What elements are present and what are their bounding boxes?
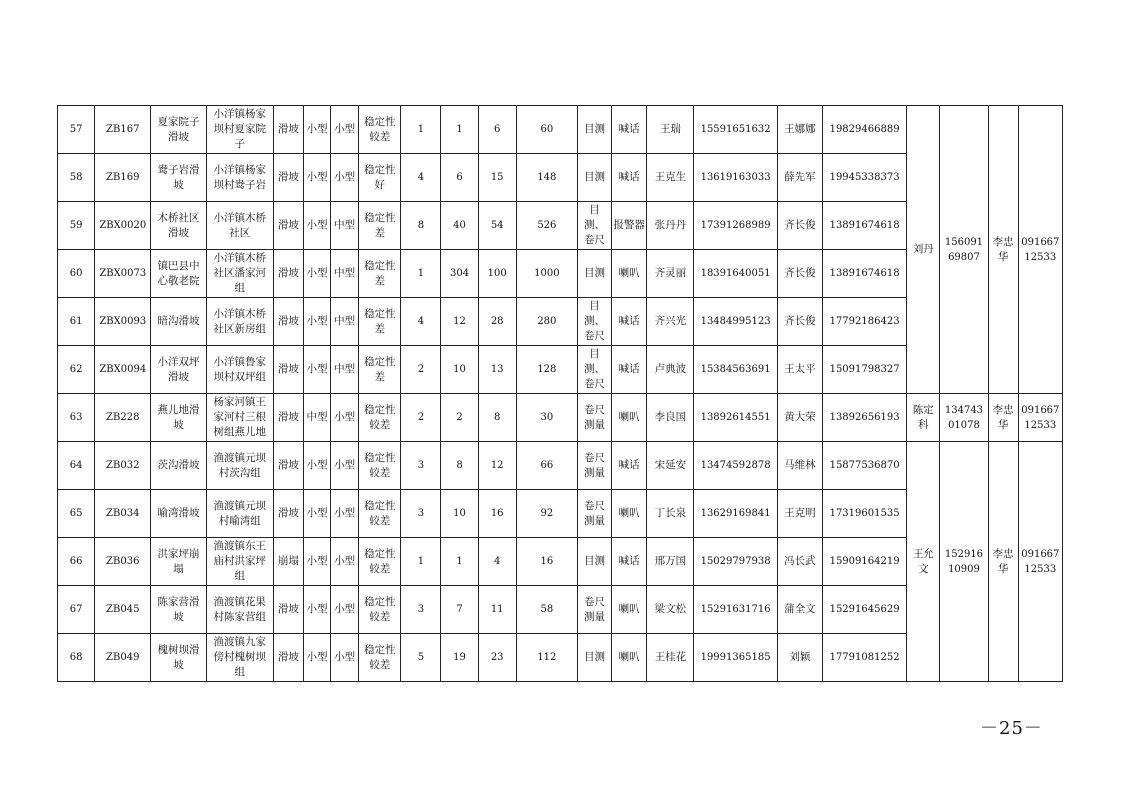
technician-phone: 09166712533 xyxy=(1018,442,1062,682)
duty-phone: 15291645629 xyxy=(822,586,906,634)
monitor-method: 目测、卷尺 xyxy=(577,346,611,394)
table-row xyxy=(58,442,1063,490)
property-value: 66 xyxy=(516,442,577,490)
people-count: 10 xyxy=(441,346,478,394)
monitor-method: 目测、卷尺 xyxy=(577,202,611,250)
monitor-person: 王桂花 xyxy=(647,634,694,682)
hazard-location: 小洋镇木桥社区新房组 xyxy=(206,298,273,346)
people-count: 6 xyxy=(441,154,478,202)
hazard-type: 滑坡 xyxy=(273,634,303,682)
houses-count: 15 xyxy=(478,154,516,202)
hazard-scale: 小型 xyxy=(303,154,330,202)
people-count: 8 xyxy=(441,442,478,490)
technician: 李忠华 xyxy=(988,442,1018,682)
households-count: 5 xyxy=(401,634,441,682)
hazard-code: ZBX0094 xyxy=(95,346,151,394)
duty-phone: 15091798327 xyxy=(822,346,906,394)
hazard-code: ZBX0020 xyxy=(95,202,151,250)
people-count: 304 xyxy=(441,250,478,298)
hazard-code: ZB045 xyxy=(95,586,151,634)
hazard-name: 喻湾滑坡 xyxy=(151,490,206,538)
alarm-method: 喊话 xyxy=(612,442,647,490)
risk-level: 中型 xyxy=(331,346,359,394)
monitor-person: 丁长泉 xyxy=(647,490,694,538)
row-number: 66 xyxy=(58,538,95,586)
hazard-location: 小洋镇木桥社区潘家河组 xyxy=(206,250,273,298)
houses-count: 100 xyxy=(478,250,516,298)
duty-person: 王克明 xyxy=(777,490,822,538)
duty-person: 王娜娜 xyxy=(777,106,822,154)
monitor-person: 齐灵丽 xyxy=(647,250,694,298)
households-count: 1 xyxy=(401,538,441,586)
houses-count: 13 xyxy=(478,346,516,394)
households-count: 8 xyxy=(401,202,441,250)
property-value: 30 xyxy=(516,394,577,442)
alarm-method: 喇叭 xyxy=(612,490,647,538)
hazard-name: 燕儿地滑坡 xyxy=(151,394,206,442)
people-count: 19 xyxy=(441,634,478,682)
hazard-name: 陈家营滑坡 xyxy=(151,586,206,634)
houses-count: 54 xyxy=(478,202,516,250)
duty-person: 刘颖 xyxy=(777,634,822,682)
households-count: 2 xyxy=(401,346,441,394)
table-row xyxy=(58,106,1063,154)
group-leader: 刘丹 xyxy=(907,106,940,394)
monitor-phone: 13484995123 xyxy=(694,298,777,346)
risk-level: 小型 xyxy=(331,634,359,682)
hazard-scale: 小型 xyxy=(303,490,330,538)
monitor-phone: 18391640051 xyxy=(694,250,777,298)
monitor-phone: 13474592878 xyxy=(694,442,777,490)
hazard-location: 渔渡镇东王庙村洪家坪组 xyxy=(206,538,273,586)
monitor-phone: 15029797938 xyxy=(694,538,777,586)
hazard-name: 鸯子岩滑坡 xyxy=(151,154,206,202)
technician: 李忠华 xyxy=(988,106,1018,394)
property-value: 1000 xyxy=(516,250,577,298)
duty-phone: 19829466889 xyxy=(822,106,906,154)
technician-phone: 09166712533 xyxy=(1018,394,1062,442)
duty-person: 齐长俊 xyxy=(777,202,822,250)
alarm-method: 喇叭 xyxy=(612,394,647,442)
houses-count: 11 xyxy=(478,586,516,634)
hazard-code: ZBX0073 xyxy=(95,250,151,298)
group-leader: 王允文 xyxy=(907,442,940,682)
group-leader-phone: 15291610909 xyxy=(940,442,988,682)
property-value: 128 xyxy=(516,346,577,394)
monitor-method: 卷尺测量 xyxy=(577,442,611,490)
hazard-name: 茨沟滑坡 xyxy=(151,442,206,490)
hazard-scale: 小型 xyxy=(303,442,330,490)
risk-level: 小型 xyxy=(331,538,359,586)
alarm-method: 喊话 xyxy=(612,538,647,586)
stability-status: 稳定性差 xyxy=(359,298,401,346)
hazard-location: 小洋镇木桥社区 xyxy=(206,202,273,250)
alarm-method: 喇叭 xyxy=(612,250,647,298)
duty-phone: 13892656193 xyxy=(822,394,906,442)
page-number: －25－ xyxy=(980,718,1043,739)
monitor-method: 目测 xyxy=(577,538,611,586)
monitor-method: 目测 xyxy=(577,250,611,298)
alarm-method: 喊话 xyxy=(612,106,647,154)
hazard-code: ZBX0093 xyxy=(95,298,151,346)
people-count: 10 xyxy=(441,490,478,538)
row-number: 60 xyxy=(58,250,95,298)
hazard-type: 崩塌 xyxy=(273,538,303,586)
stability-status: 稳定性差 xyxy=(359,250,401,298)
risk-level: 小型 xyxy=(331,442,359,490)
table-body xyxy=(58,106,1063,682)
table-row xyxy=(58,394,1063,442)
monitor-method: 目测 xyxy=(577,154,611,202)
duty-person: 黄大荣 xyxy=(777,394,822,442)
hazard-scale: 小型 xyxy=(303,106,330,154)
row-number: 64 xyxy=(58,442,95,490)
alarm-method: 报警器 xyxy=(612,202,647,250)
stability-status: 稳定性差 xyxy=(359,202,401,250)
duty-person: 齐长俊 xyxy=(777,298,822,346)
duty-phone: 17792186423 xyxy=(822,298,906,346)
risk-level: 小型 xyxy=(331,106,359,154)
group-leader-phone: 13474301078 xyxy=(940,394,988,442)
households-count: 2 xyxy=(401,394,441,442)
hazard-location: 渔渡镇元坝村喻湾组 xyxy=(206,490,273,538)
hazard-code: ZB049 xyxy=(95,634,151,682)
houses-count: 28 xyxy=(478,298,516,346)
monitor-method: 目测 xyxy=(577,106,611,154)
monitor-person: 梁文松 xyxy=(647,586,694,634)
hazard-type: 滑坡 xyxy=(273,586,303,634)
hazard-scale: 小型 xyxy=(303,634,330,682)
stability-status: 稳定性较差 xyxy=(359,634,401,682)
hazard-code: ZB036 xyxy=(95,538,151,586)
alarm-method: 喊话 xyxy=(612,154,647,202)
monitor-person: 齐兴光 xyxy=(647,298,694,346)
monitor-method: 卷尺测量 xyxy=(577,586,611,634)
property-value: 92 xyxy=(516,490,577,538)
houses-count: 16 xyxy=(478,490,516,538)
monitor-phone: 19991365185 xyxy=(694,634,777,682)
row-number: 59 xyxy=(58,202,95,250)
risk-level: 小型 xyxy=(331,586,359,634)
monitor-person: 王克生 xyxy=(647,154,694,202)
stability-status: 稳定性较差 xyxy=(359,106,401,154)
property-value: 526 xyxy=(516,202,577,250)
people-count: 2 xyxy=(441,394,478,442)
duty-phone: 17791081252 xyxy=(822,634,906,682)
risk-level: 中型 xyxy=(331,298,359,346)
duty-person: 马维林 xyxy=(777,442,822,490)
risk-level: 小型 xyxy=(331,394,359,442)
row-number: 67 xyxy=(58,586,95,634)
duty-person: 冯长武 xyxy=(777,538,822,586)
row-number: 68 xyxy=(58,634,95,682)
households-count: 3 xyxy=(401,442,441,490)
houses-count: 23 xyxy=(478,634,516,682)
hazard-code: ZB169 xyxy=(95,154,151,202)
property-value: 148 xyxy=(516,154,577,202)
stability-status: 稳定性较差 xyxy=(359,586,401,634)
duty-person: 齐长俊 xyxy=(777,250,822,298)
hazard-type: 滑坡 xyxy=(273,298,303,346)
duty-phone: 13891674618 xyxy=(822,250,906,298)
property-value: 280 xyxy=(516,298,577,346)
technician-phone: 09166712533 xyxy=(1018,106,1062,394)
duty-person: 王太平 xyxy=(777,346,822,394)
people-count: 1 xyxy=(441,106,478,154)
hazard-code: ZB032 xyxy=(95,442,151,490)
hazard-location: 渔渡镇花果村陈家营组 xyxy=(206,586,273,634)
monitor-phone: 17391268989 xyxy=(694,202,777,250)
households-count: 4 xyxy=(401,154,441,202)
hazard-type: 滑坡 xyxy=(273,106,303,154)
hazard-location: 杨家河镇王家河村三根树组燕儿地 xyxy=(206,394,273,442)
hazard-scale: 小型 xyxy=(303,202,330,250)
hazard-type: 滑坡 xyxy=(273,202,303,250)
group-leader: 陈定科 xyxy=(907,394,940,442)
alarm-method: 喊话 xyxy=(612,346,647,394)
stability-status: 稳定性好 xyxy=(359,154,401,202)
hazard-name: 镇巴县中心敬老院 xyxy=(151,250,206,298)
hazard-scale: 小型 xyxy=(303,346,330,394)
group-leader-phone: 15609169807 xyxy=(940,106,988,394)
row-number: 61 xyxy=(58,298,95,346)
stability-status: 稳定性较差 xyxy=(359,538,401,586)
households-count: 1 xyxy=(401,106,441,154)
households-count: 4 xyxy=(401,298,441,346)
monitor-phone: 15291631716 xyxy=(694,586,777,634)
hazard-code: ZB228 xyxy=(95,394,151,442)
monitor-phone: 13619163033 xyxy=(694,154,777,202)
hazard-code: ZB167 xyxy=(95,106,151,154)
hazard-scale: 中型 xyxy=(303,394,330,442)
monitor-method: 目测、卷尺 xyxy=(577,298,611,346)
people-count: 12 xyxy=(441,298,478,346)
stability-status: 稳定性较差 xyxy=(359,394,401,442)
risk-level: 小型 xyxy=(331,490,359,538)
hazard-scale: 小型 xyxy=(303,298,330,346)
risk-level: 中型 xyxy=(331,250,359,298)
row-number: 58 xyxy=(58,154,95,202)
monitor-method: 目测 xyxy=(577,634,611,682)
duty-phone: 19945338373 xyxy=(822,154,906,202)
monitor-person: 宋延安 xyxy=(647,442,694,490)
monitor-person: 王瑞 xyxy=(647,106,694,154)
monitor-phone: 15591651632 xyxy=(694,106,777,154)
monitor-phone: 13892614551 xyxy=(694,394,777,442)
houses-count: 6 xyxy=(478,106,516,154)
stability-status: 稳定性较差 xyxy=(359,442,401,490)
hazard-location: 小洋镇杨家坝村夏家院子 xyxy=(206,106,273,154)
houses-count: 12 xyxy=(478,442,516,490)
hazard-scale: 小型 xyxy=(303,586,330,634)
monitor-method: 卷尺测量 xyxy=(577,490,611,538)
monitor-person: 卢典波 xyxy=(647,346,694,394)
hazard-scale: 小型 xyxy=(303,538,330,586)
property-value: 112 xyxy=(516,634,577,682)
hazard-location: 渔渡镇九家傍村槐树坝组 xyxy=(206,634,273,682)
hazard-name: 洪家坪崩塌 xyxy=(151,538,206,586)
people-count: 40 xyxy=(441,202,478,250)
hazard-type: 滑坡 xyxy=(273,490,303,538)
hazard-location: 渔渡镇元坝村茨沟组 xyxy=(206,442,273,490)
duty-phone: 17319601535 xyxy=(822,490,906,538)
property-value: 60 xyxy=(516,106,577,154)
hazard-location: 小洋镇杨家坝村鸯子岩 xyxy=(206,154,273,202)
monitor-phone: 15384563691 xyxy=(694,346,777,394)
households-count: 3 xyxy=(401,586,441,634)
houses-count: 4 xyxy=(478,538,516,586)
row-number: 65 xyxy=(58,490,95,538)
households-count: 1 xyxy=(401,250,441,298)
hazard-scale: 小型 xyxy=(303,250,330,298)
monitor-person: 李良国 xyxy=(647,394,694,442)
hazard-type: 滑坡 xyxy=(273,394,303,442)
technician: 李忠华 xyxy=(988,394,1018,442)
people-count: 1 xyxy=(441,538,478,586)
stability-status: 稳定性较差 xyxy=(359,490,401,538)
monitor-phone: 13629169841 xyxy=(694,490,777,538)
row-number: 63 xyxy=(58,394,95,442)
hazard-name: 小洋双坪滑坡 xyxy=(151,346,206,394)
hazard-type: 滑坡 xyxy=(273,250,303,298)
alarm-method: 喇叭 xyxy=(612,634,647,682)
hazard-name: 槐树坝滑坡 xyxy=(151,634,206,682)
stability-status: 稳定性差 xyxy=(359,346,401,394)
row-number: 57 xyxy=(58,106,95,154)
duty-phone: 15909164219 xyxy=(822,538,906,586)
monitor-method: 卷尺测量 xyxy=(577,394,611,442)
hazard-name: 暗沟滑坡 xyxy=(151,298,206,346)
hazard-code: ZB034 xyxy=(95,490,151,538)
hazard-table xyxy=(57,105,1063,682)
alarm-method: 喊话 xyxy=(612,298,647,346)
duty-person: 薛先军 xyxy=(777,154,822,202)
hazard-type: 滑坡 xyxy=(273,346,303,394)
hazard-type: 滑坡 xyxy=(273,154,303,202)
risk-level: 小型 xyxy=(331,154,359,202)
monitor-person: 张丹丹 xyxy=(647,202,694,250)
duty-person: 蒲全文 xyxy=(777,586,822,634)
hazard-type: 滑坡 xyxy=(273,442,303,490)
hazard-location: 小洋镇鲁家坝村双坪组 xyxy=(206,346,273,394)
houses-count: 8 xyxy=(478,394,516,442)
duty-phone: 13891674618 xyxy=(822,202,906,250)
hazard-name: 夏家院子滑坡 xyxy=(151,106,206,154)
property-value: 58 xyxy=(516,586,577,634)
people-count: 7 xyxy=(441,586,478,634)
property-value: 16 xyxy=(516,538,577,586)
risk-level: 中型 xyxy=(331,202,359,250)
duty-phone: 15877536870 xyxy=(822,442,906,490)
households-count: 3 xyxy=(401,490,441,538)
monitor-person: 邢万国 xyxy=(647,538,694,586)
alarm-method: 喇叭 xyxy=(612,586,647,634)
hazard-name: 木桥社区滑坡 xyxy=(151,202,206,250)
row-number: 62 xyxy=(58,346,95,394)
